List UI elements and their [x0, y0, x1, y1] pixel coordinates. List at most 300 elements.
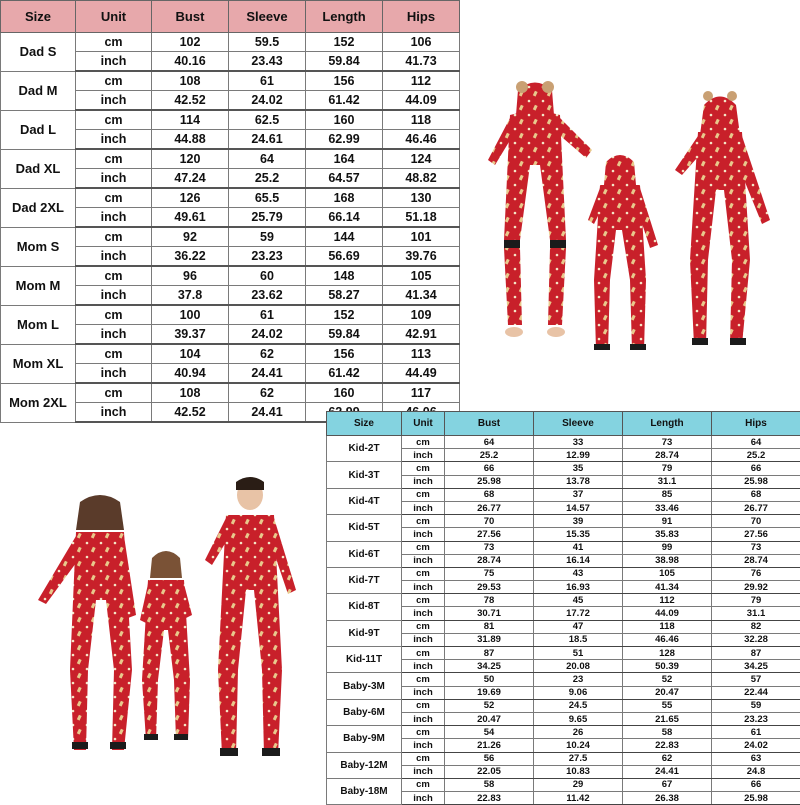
measurement-cell: 104 — [152, 344, 229, 364]
measurement-cell: 59.84 — [306, 52, 383, 72]
unit-label: inch — [76, 403, 152, 423]
measurement-cell: 164 — [306, 149, 383, 169]
measurement-cell: 42.91 — [383, 325, 460, 345]
measurement-cell: 112 — [623, 594, 712, 607]
measurement-cell: 59 — [712, 699, 800, 712]
measurement-cell: 22.44 — [712, 686, 800, 699]
unit-label: inch — [402, 554, 445, 567]
measurement-cell: 118 — [383, 110, 460, 130]
unit-label: inch — [402, 501, 445, 514]
measurement-cell: 62 — [229, 344, 306, 364]
header-sleeve: Sleeve — [229, 1, 306, 33]
measurement-cell: 156 — [306, 71, 383, 91]
size-label: Mom M — [1, 266, 76, 305]
measurement-cell: 62.99 — [306, 130, 383, 150]
measurement-cell: 21.65 — [623, 712, 712, 725]
measurement-cell: 87 — [712, 647, 800, 660]
size-label: Kid-8T — [327, 594, 402, 620]
measurement-cell: 24.41 — [229, 364, 306, 384]
header-unit: Unit — [76, 1, 152, 33]
measurement-cell: 25.98 — [712, 475, 800, 488]
measurement-cell: 78 — [445, 594, 534, 607]
measurement-cell: 22.83 — [445, 792, 534, 805]
family-pajama-photo-icon — [470, 70, 795, 400]
header-size: Size — [327, 412, 402, 436]
measurement-cell: 85 — [623, 488, 712, 501]
measurement-cell: 26.38 — [623, 792, 712, 805]
table-row — [1, 71, 460, 91]
table-row — [1, 110, 460, 130]
measurement-cell: 73 — [623, 436, 712, 449]
measurement-cell: 65.5 — [229, 188, 306, 208]
measurement-cell: 40.16 — [152, 52, 229, 72]
table-row — [327, 647, 800, 660]
size-label: Baby-12M — [327, 752, 402, 778]
mom-figure — [675, 91, 770, 345]
measurement-cell: 66.14 — [306, 208, 383, 228]
measurement-cell: 37.8 — [152, 286, 229, 306]
measurement-cell: 42.52 — [152, 403, 229, 423]
measurement-cell: 66 — [712, 462, 800, 475]
size-label: Baby-6M — [327, 699, 402, 725]
unit-label: cm — [76, 188, 152, 208]
measurement-cell: 48.82 — [383, 169, 460, 189]
unit-label: inch — [402, 581, 445, 594]
unit-label: inch — [76, 364, 152, 384]
measurement-cell: 34.25 — [712, 660, 800, 673]
unit-label: cm — [76, 33, 152, 52]
measurement-cell: 108 — [152, 71, 229, 91]
header-sleeve: Sleeve — [534, 412, 623, 436]
measurement-cell: 23.23 — [229, 247, 306, 267]
table-row — [327, 515, 800, 528]
size-label: Kid-2T — [327, 436, 402, 462]
measurement-cell: 16.93 — [534, 581, 623, 594]
measurement-cell: 92 — [152, 227, 229, 247]
measurement-cell: 99 — [623, 541, 712, 554]
size-label: Kid-9T — [327, 620, 402, 646]
size-label: Kid-7T — [327, 567, 402, 593]
unit-label: cm — [402, 567, 445, 580]
measurement-cell: 20.47 — [445, 712, 534, 725]
measurement-cell: 29.53 — [445, 581, 534, 594]
measurement-cell: 64.57 — [306, 169, 383, 189]
measurement-cell: 64 — [445, 436, 534, 449]
measurement-cell: 24.02 — [712, 739, 800, 752]
measurement-cell: 126 — [152, 188, 229, 208]
header-unit: Unit — [402, 412, 445, 436]
table-row — [327, 752, 800, 765]
measurement-cell: 26.77 — [445, 501, 534, 514]
table-row — [327, 462, 800, 475]
size-label: Kid-3T — [327, 462, 402, 488]
measurement-cell: 18.5 — [534, 633, 623, 646]
kid-size-chart — [326, 411, 800, 805]
measurement-cell: 27.56 — [712, 528, 800, 541]
measurement-cell: 58.27 — [306, 286, 383, 306]
measurement-cell: 30.71 — [445, 607, 534, 620]
child-figure — [588, 155, 658, 350]
size-label: Mom XL — [1, 344, 76, 383]
measurement-cell: 160 — [306, 383, 383, 403]
measurement-cell: 70 — [712, 515, 800, 528]
unit-label: inch — [76, 130, 152, 150]
measurement-cell: 41.73 — [383, 52, 460, 72]
unit-label: cm — [402, 515, 445, 528]
measurement-cell: 59 — [229, 227, 306, 247]
unit-label: inch — [402, 633, 445, 646]
unit-label: inch — [402, 739, 445, 752]
measurement-cell: 96 — [152, 266, 229, 286]
measurement-cell: 73 — [712, 541, 800, 554]
unit-label: cm — [76, 305, 152, 325]
measurement-cell: 79 — [712, 594, 800, 607]
measurement-cell: 26.77 — [712, 501, 800, 514]
header-length: Length — [623, 412, 712, 436]
table-row — [1, 383, 460, 403]
measurement-cell: 28.74 — [445, 554, 534, 567]
size-label: Baby-18M — [327, 778, 402, 804]
adult-header-row — [1, 1, 460, 33]
measurement-cell: 79 — [623, 462, 712, 475]
measurement-cell: 45 — [534, 594, 623, 607]
measurement-cell: 87 — [445, 647, 534, 660]
measurement-cell: 70 — [445, 515, 534, 528]
measurement-cell: 57 — [712, 673, 800, 686]
table-row — [1, 33, 460, 52]
adult-size-chart — [0, 0, 460, 423]
measurement-cell: 25.2 — [445, 449, 534, 462]
measurement-cell: 55 — [623, 699, 712, 712]
measurement-cell: 24.41 — [623, 765, 712, 778]
measurement-cell: 27.56 — [445, 528, 534, 541]
measurement-cell: 114 — [152, 110, 229, 130]
measurement-cell: 62.5 — [229, 110, 306, 130]
measurement-cell: 23.62 — [229, 286, 306, 306]
table-row — [1, 344, 460, 364]
table-row — [327, 673, 800, 686]
measurement-cell: 106 — [383, 33, 460, 52]
size-label: Dad M — [1, 71, 76, 110]
table-row — [1, 305, 460, 325]
measurement-cell: 152 — [306, 305, 383, 325]
measurement-cell: 28.74 — [712, 554, 800, 567]
unit-label: inch — [402, 686, 445, 699]
measurement-cell: 25.2 — [229, 169, 306, 189]
measurement-cell: 46.46 — [623, 633, 712, 646]
unit-label: inch — [402, 607, 445, 620]
measurement-cell: 31.1 — [623, 475, 712, 488]
measurement-cell: 39 — [534, 515, 623, 528]
measurement-cell: 35.83 — [623, 528, 712, 541]
measurement-cell: 37 — [534, 488, 623, 501]
unit-label: cm — [76, 344, 152, 364]
measurement-cell: 25.2 — [712, 449, 800, 462]
table-row — [1, 188, 460, 208]
unit-label: inch — [402, 712, 445, 725]
measurement-cell: 148 — [306, 266, 383, 286]
measurement-cell: 23 — [534, 673, 623, 686]
measurement-cell: 61 — [712, 726, 800, 739]
measurement-cell: 22.05 — [445, 765, 534, 778]
kid-header-row — [327, 412, 800, 436]
size-label: Baby-3M — [327, 673, 402, 699]
measurement-cell: 75 — [445, 567, 534, 580]
measurement-cell: 101 — [383, 227, 460, 247]
measurement-cell: 118 — [623, 620, 712, 633]
unit-label: inch — [76, 52, 152, 72]
measurement-cell: 14.57 — [534, 501, 623, 514]
measurement-cell: 9.65 — [534, 712, 623, 725]
measurement-cell: 23.23 — [712, 712, 800, 725]
header-bust: Bust — [152, 1, 229, 33]
measurement-cell: 25.98 — [445, 475, 534, 488]
measurement-cell: 58 — [445, 778, 534, 791]
measurement-cell: 82 — [712, 620, 800, 633]
unit-label: inch — [402, 449, 445, 462]
size-label: Mom L — [1, 305, 76, 344]
measurement-cell: 25.98 — [712, 792, 800, 805]
table-row — [327, 594, 800, 607]
measurement-cell: 41.34 — [623, 581, 712, 594]
unit-label: inch — [76, 208, 152, 228]
measurement-cell: 46.46 — [383, 130, 460, 150]
header-hips: Hips — [712, 412, 800, 436]
measurement-cell: 128 — [623, 647, 712, 660]
unit-label: inch — [76, 286, 152, 306]
unit-label: cm — [402, 620, 445, 633]
measurement-cell: 34.25 — [445, 660, 534, 673]
unit-label: cm — [402, 673, 445, 686]
measurement-cell: 23.43 — [229, 52, 306, 72]
size-label: Mom S — [1, 227, 76, 266]
table-row — [327, 567, 800, 580]
measurement-cell: 64 — [229, 149, 306, 169]
measurement-cell: 21.26 — [445, 739, 534, 752]
measurement-cell: 81 — [445, 620, 534, 633]
measurement-cell: 43 — [534, 567, 623, 580]
measurement-cell: 47.24 — [152, 169, 229, 189]
measurement-cell: 51.18 — [383, 208, 460, 228]
measurement-cell: 32.28 — [712, 633, 800, 646]
measurement-cell: 63 — [712, 752, 800, 765]
measurement-cell: 24.41 — [229, 403, 306, 423]
measurement-cell: 50.39 — [623, 660, 712, 673]
measurement-cell: 67 — [623, 778, 712, 791]
measurement-cell: 38.98 — [623, 554, 712, 567]
measurement-cell: 102 — [152, 33, 229, 52]
measurement-cell: 113 — [383, 344, 460, 364]
unit-label: inch — [76, 247, 152, 267]
measurement-cell: 41.34 — [383, 286, 460, 306]
header-length: Length — [306, 1, 383, 33]
measurement-cell: 61.42 — [306, 364, 383, 384]
measurement-cell: 44.49 — [383, 364, 460, 384]
measurement-cell: 61.42 — [306, 91, 383, 111]
unit-label: cm — [402, 488, 445, 501]
measurement-cell: 16.14 — [534, 554, 623, 567]
unit-label: cm — [402, 726, 445, 739]
measurement-cell: 120 — [152, 149, 229, 169]
table-row — [327, 541, 800, 554]
measurement-cell: 100 — [152, 305, 229, 325]
measurement-cell: 22.83 — [623, 739, 712, 752]
measurement-cell: 44.88 — [152, 130, 229, 150]
measurement-cell: 105 — [383, 266, 460, 286]
measurement-cell: 66 — [712, 778, 800, 791]
measurement-cell: 60 — [229, 266, 306, 286]
unit-label: inch — [402, 765, 445, 778]
measurement-cell: 64 — [712, 436, 800, 449]
measurement-cell: 10.24 — [534, 739, 623, 752]
measurement-cell: 31.89 — [445, 633, 534, 646]
size-label: Kid-6T — [327, 541, 402, 567]
measurement-cell: 54 — [445, 726, 534, 739]
unit-label: inch — [402, 792, 445, 805]
mom-figure — [38, 495, 136, 750]
unit-label: cm — [402, 462, 445, 475]
measurement-cell: 91 — [623, 515, 712, 528]
header-bust: Bust — [445, 412, 534, 436]
unit-label: cm — [402, 778, 445, 791]
measurement-cell: 25.79 — [229, 208, 306, 228]
measurement-cell: 112 — [383, 71, 460, 91]
measurement-cell: 11.42 — [534, 792, 623, 805]
measurement-cell: 66 — [445, 462, 534, 475]
size-label: Dad 2XL — [1, 188, 76, 227]
table-row — [327, 699, 800, 712]
measurement-cell: 19.69 — [445, 686, 534, 699]
measurement-cell: 62 — [229, 383, 306, 403]
measurement-cell: 24.5 — [534, 699, 623, 712]
measurement-cell: 105 — [623, 567, 712, 580]
measurement-cell: 12.99 — [534, 449, 623, 462]
unit-label: cm — [76, 71, 152, 91]
measurement-cell: 156 — [306, 344, 383, 364]
unit-label: cm — [76, 227, 152, 247]
size-label: Kid-4T — [327, 488, 402, 514]
size-label: Kid-5T — [327, 515, 402, 541]
dad-figure — [488, 81, 592, 337]
measurement-cell: 52 — [623, 673, 712, 686]
measurement-cell: 49.61 — [152, 208, 229, 228]
measurement-cell: 108 — [152, 383, 229, 403]
measurement-cell: 24.61 — [229, 130, 306, 150]
table-row — [327, 778, 800, 791]
measurement-cell: 33 — [534, 436, 623, 449]
size-label: Dad L — [1, 110, 76, 149]
child-figure — [140, 551, 192, 740]
measurement-cell: 51 — [534, 647, 623, 660]
measurement-cell: 15.35 — [534, 528, 623, 541]
table-row — [1, 227, 460, 247]
measurement-cell: 28.74 — [623, 449, 712, 462]
measurement-cell: 56.69 — [306, 247, 383, 267]
family-pajama-photo-icon — [0, 470, 320, 800]
measurement-cell: 62 — [623, 752, 712, 765]
measurement-cell: 117 — [383, 383, 460, 403]
measurement-cell: 40.94 — [152, 364, 229, 384]
unit-label: inch — [402, 475, 445, 488]
measurement-cell: 160 — [306, 110, 383, 130]
measurement-cell: 68 — [445, 488, 534, 501]
table-row — [327, 436, 800, 449]
measurement-cell: 73 — [445, 541, 534, 554]
measurement-cell: 47 — [534, 620, 623, 633]
unit-label: cm — [76, 266, 152, 286]
measurement-cell: 152 — [306, 33, 383, 52]
measurement-cell: 17.72 — [534, 607, 623, 620]
unit-label: inch — [402, 660, 445, 673]
unit-label: inch — [76, 169, 152, 189]
measurement-cell: 36.22 — [152, 247, 229, 267]
measurement-cell: 33.46 — [623, 501, 712, 514]
measurement-cell: 109 — [383, 305, 460, 325]
measurement-cell: 44.09 — [623, 607, 712, 620]
measurement-cell: 56 — [445, 752, 534, 765]
unit-label: cm — [76, 149, 152, 169]
measurement-cell: 10.83 — [534, 765, 623, 778]
unit-label: inch — [402, 528, 445, 541]
size-label: Kid-11T — [327, 647, 402, 673]
unit-label: cm — [402, 436, 445, 449]
measurement-cell: 35 — [534, 462, 623, 475]
measurement-cell: 50 — [445, 673, 534, 686]
measurement-cell: 24.8 — [712, 765, 800, 778]
measurement-cell: 39.37 — [152, 325, 229, 345]
size-label: Mom 2XL — [1, 383, 76, 422]
table-row — [327, 726, 800, 739]
unit-label: inch — [76, 325, 152, 345]
measurement-cell: 144 — [306, 227, 383, 247]
measurement-cell: 58 — [623, 726, 712, 739]
measurement-cell: 68 — [712, 488, 800, 501]
table-row — [1, 266, 460, 286]
header-hips: Hips — [383, 1, 460, 33]
table-row — [327, 488, 800, 501]
measurement-cell: 42.52 — [152, 91, 229, 111]
measurement-cell: 31.1 — [712, 607, 800, 620]
unit-label: cm — [402, 594, 445, 607]
unit-label: inch — [76, 91, 152, 111]
measurement-cell: 20.08 — [534, 660, 623, 673]
measurement-cell: 76 — [712, 567, 800, 580]
measurement-cell: 24.02 — [229, 91, 306, 111]
measurement-cell: 29 — [534, 778, 623, 791]
header-size: Size — [1, 1, 76, 33]
measurement-cell: 44.09 — [383, 91, 460, 111]
unit-label: cm — [76, 110, 152, 130]
measurement-cell: 59.5 — [229, 33, 306, 52]
measurement-cell: 27.5 — [534, 752, 623, 765]
table-row — [1, 149, 460, 169]
measurement-cell: 59.84 — [306, 325, 383, 345]
measurement-cell: 61 — [229, 305, 306, 325]
measurement-cell: 61 — [229, 71, 306, 91]
unit-label: cm — [402, 752, 445, 765]
measurement-cell: 9.06 — [534, 686, 623, 699]
measurement-cell: 41 — [534, 541, 623, 554]
size-label: Baby-9M — [327, 726, 402, 752]
measurement-cell: 168 — [306, 188, 383, 208]
unit-label: cm — [402, 541, 445, 554]
measurement-cell: 39.76 — [383, 247, 460, 267]
size-label: Dad S — [1, 33, 76, 72]
family-photo-bottom — [0, 470, 320, 800]
measurement-cell: 13.78 — [534, 475, 623, 488]
unit-label: cm — [76, 383, 152, 403]
table-row — [327, 620, 800, 633]
